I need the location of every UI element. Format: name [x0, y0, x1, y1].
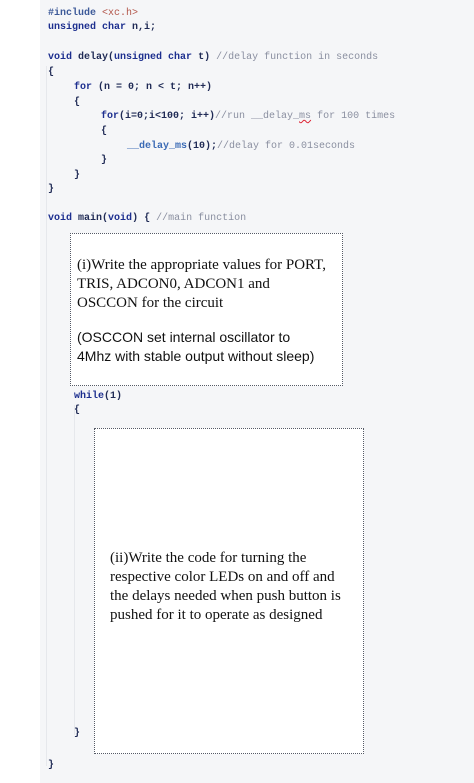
code-line-while [74, 391, 122, 403]
decl-vars: n,i; [126, 22, 157, 33]
include-directive: #include [48, 8, 97, 19]
delay-function-name: delay [72, 52, 109, 63]
code-line-delay-signature [48, 52, 378, 64]
code-line-declaration [48, 22, 156, 34]
question2-text [110, 549, 341, 625]
for-inner-rest: (i=0;i<100; i++) [119, 111, 216, 122]
question1-line1: (i)Write the appropriate values for PORT, [77, 257, 326, 273]
code-line-main-signature [48, 213, 246, 225]
delay-paren-open: ( [108, 52, 115, 63]
delay-call-comment: //delay for 0.01seconds [217, 141, 356, 152]
code-line-for-inner [101, 111, 395, 123]
decl-type: unsigned char [48, 22, 127, 33]
for-inner-comment-c: for 100 times [311, 111, 396, 122]
question-box-2 [94, 428, 364, 754]
indent-guide [46, 66, 47, 766]
brace-close-while: } [74, 728, 81, 739]
indent-guide-inner [74, 405, 75, 735]
question-box-1 [70, 233, 343, 386]
main-paren-open: ( [102, 213, 109, 224]
question1-note-line1: (OSCCON set internal oscillator to [77, 329, 291, 345]
main-return-type: void [48, 213, 73, 224]
question2-line2: respective color LEDs on and off and [110, 569, 335, 585]
code-line-for-outer [74, 82, 212, 94]
brace-close-for-inner: } [101, 155, 108, 166]
delay-call-rest: (10); [187, 141, 218, 152]
brace-close-for-outer: } [74, 170, 81, 181]
question1-line3: OSCCON for the circuit [77, 295, 224, 311]
for-outer-keyword: for [74, 82, 93, 93]
while-keyword: while [74, 391, 105, 402]
code-line-delay-call [127, 141, 355, 153]
brace-open-for-inner: { [101, 126, 108, 137]
question1-note [77, 328, 314, 366]
question2-line3: the delays needed when push button is [110, 588, 341, 604]
for-outer-rest: (n = 0; n < t; n++) [92, 82, 213, 93]
brace-open-for-outer: { [74, 97, 81, 108]
delay-param-type: unsigned char [114, 52, 193, 63]
brace-close-delay: } [48, 184, 55, 195]
question1-line2: TRIS, ADCON0, ADCON1 and [77, 276, 270, 292]
question2-line4: pushed for it to operate as designed [110, 607, 323, 623]
delay-param-rest: t) [192, 52, 211, 63]
for-inner-comment-b: ms [299, 111, 312, 122]
code-line-include [48, 8, 138, 20]
main-param: void [108, 213, 133, 224]
brace-open-delay: { [48, 67, 55, 78]
delay-return-type: void [48, 52, 73, 63]
for-inner-comment-a: //run __delay_ [215, 111, 300, 122]
question1-note-line2: 4Mhz with stable output without sleep) [77, 348, 315, 364]
question2-line1: (ii)Write the code for turning the [110, 550, 307, 566]
delay-call-name: __delay_ms [127, 141, 188, 152]
for-inner-keyword: for [101, 111, 120, 122]
brace-open-while: { [74, 405, 81, 416]
delay-comment: //delay function in seconds [210, 52, 379, 63]
question1-text [77, 256, 326, 313]
while-condition: (1) [104, 391, 123, 402]
main-paren-close: ) { [132, 213, 157, 224]
include-file: <xc.h> [102, 8, 139, 19]
main-function-name: main [72, 213, 103, 224]
brace-close-main: } [48, 760, 55, 771]
main-comment: //main function [156, 213, 247, 224]
